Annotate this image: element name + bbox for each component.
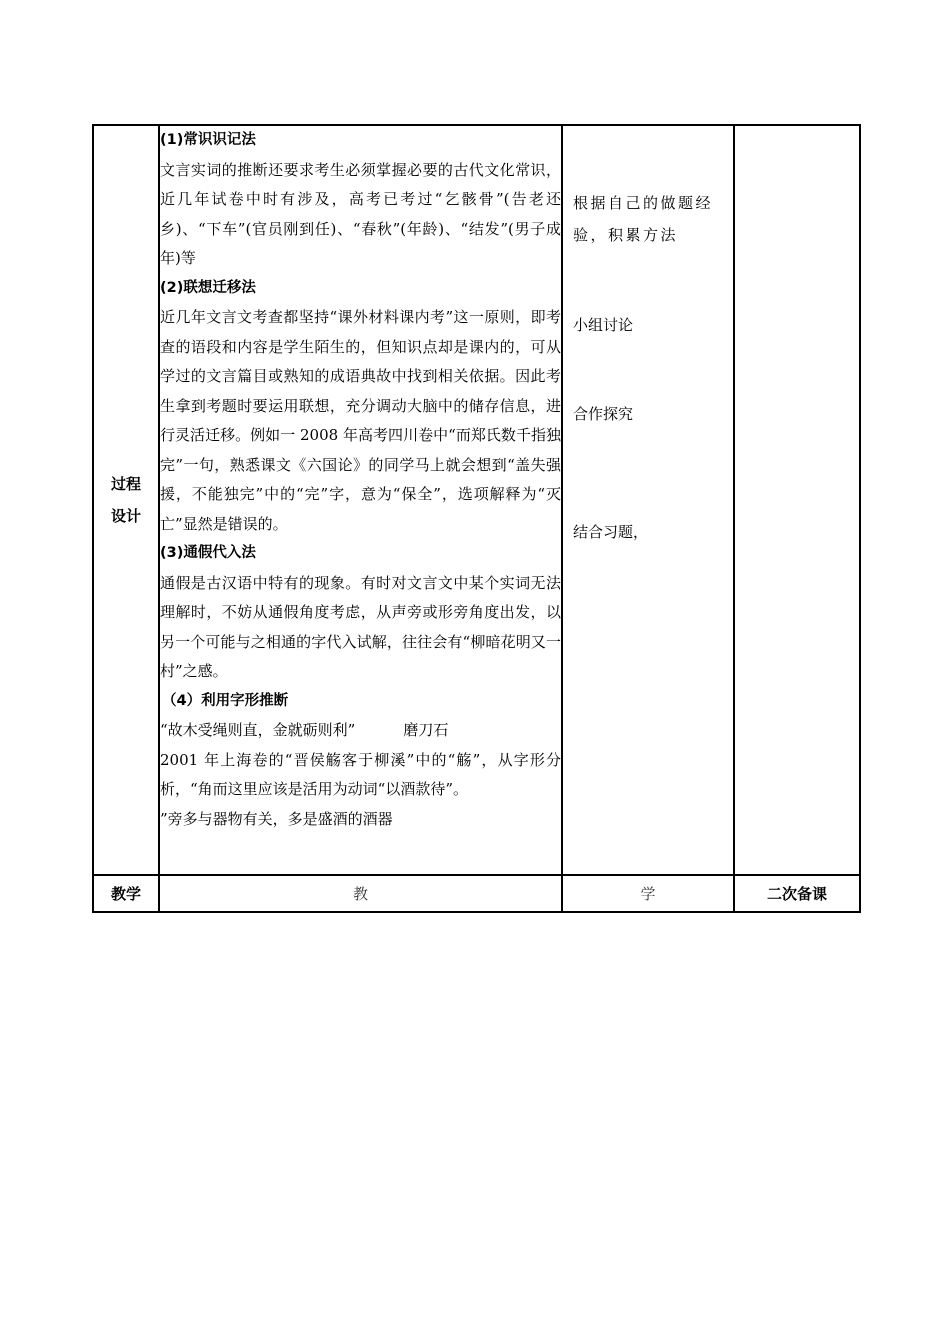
process-design-label (93, 125, 159, 875)
note-experience: 根据自己的做题经验，积累方法 (573, 194, 714, 244)
section-4-quote: “故木受绳则直，金就砺则利” (160, 721, 356, 739)
process-design-row (93, 125, 860, 875)
student-activity-cell (562, 125, 734, 875)
note-group-discussion: 小组讨论 (573, 316, 634, 334)
footer-row (93, 875, 860, 912)
section-1-text: 文言实词的推断还要求考生必须掌握必要的古代文化常识，近几年试卷中时有涉及，高考已考过“乞骸骨”(告老还乡)、“下车”(官员刚到任)、“春秋”(年龄)、“结发”(男子成年)等 (160, 160, 561, 267)
row-label-line-1: 过程 (110, 475, 141, 493)
section-4-title: （4）利用字形推断 (162, 692, 289, 709)
footer-teaching-label: 教学 (93, 875, 159, 912)
teaching-content-cell (159, 125, 562, 875)
section-4-line-1 (160, 716, 561, 746)
section-1-title: (1)常识识记法 (160, 132, 256, 148)
footer-teach-header: 教 (159, 875, 562, 912)
second-preparation-cell (734, 125, 860, 875)
section-4-line-2: 2001 年上海卷的“晋侯觞客于柳溪”中的“觞”，从字形分析，“角而这里应该是活用为动词“以酒款待”。 (160, 750, 561, 798)
section-2-text: 近几年文言文考查都坚持“课外材料课内考”这一原则，即考查的语段和内容是学生陌生的，但知识点却是课内的，可从学过的文言篇目或熟知的成语典故中找到相关依据。因此考生拿到考题时要运用联想，充分调动大脑中的储存信息，进行灵活迁移。例如一 2008 年高考四川卷中“而郑氏数千指独完”一句，熟悉课文《六国论》的同学马上就会想到“盖失强援，不能独完”中的“完”字，意为“保全”，选项解释为“灭亡”显然是错误的。 (160, 308, 561, 533)
lesson-plan-table (92, 124, 861, 913)
footer-learn-header: 学 (562, 875, 734, 912)
section-3-title: (3)通假代入法 (160, 545, 256, 561)
note-with-exercises: 结合习题， (573, 523, 649, 541)
section-2-title: (2)联想迁移法 (160, 279, 256, 296)
footer-second-preparation-header: 二次备课 (734, 875, 860, 912)
section-4-line-3: ”旁多与器物有关，多是盛酒的酒器 (160, 809, 393, 828)
section-4-quote-note: 磨刀石 (403, 721, 449, 739)
row-label-line-2: 设计 (110, 507, 141, 525)
note-cooperative-inquiry: 合作探究 (573, 405, 634, 423)
section-3-text: 通假是古汉语中特有的现象。有时对文言文中某个实词无法理解时，不妨从通假角度考虑，从声旁或形旁角度出发，以另一个可能与之相通的字代入试解，往往会有“柳暗花明又一村”之感。 (160, 573, 561, 680)
